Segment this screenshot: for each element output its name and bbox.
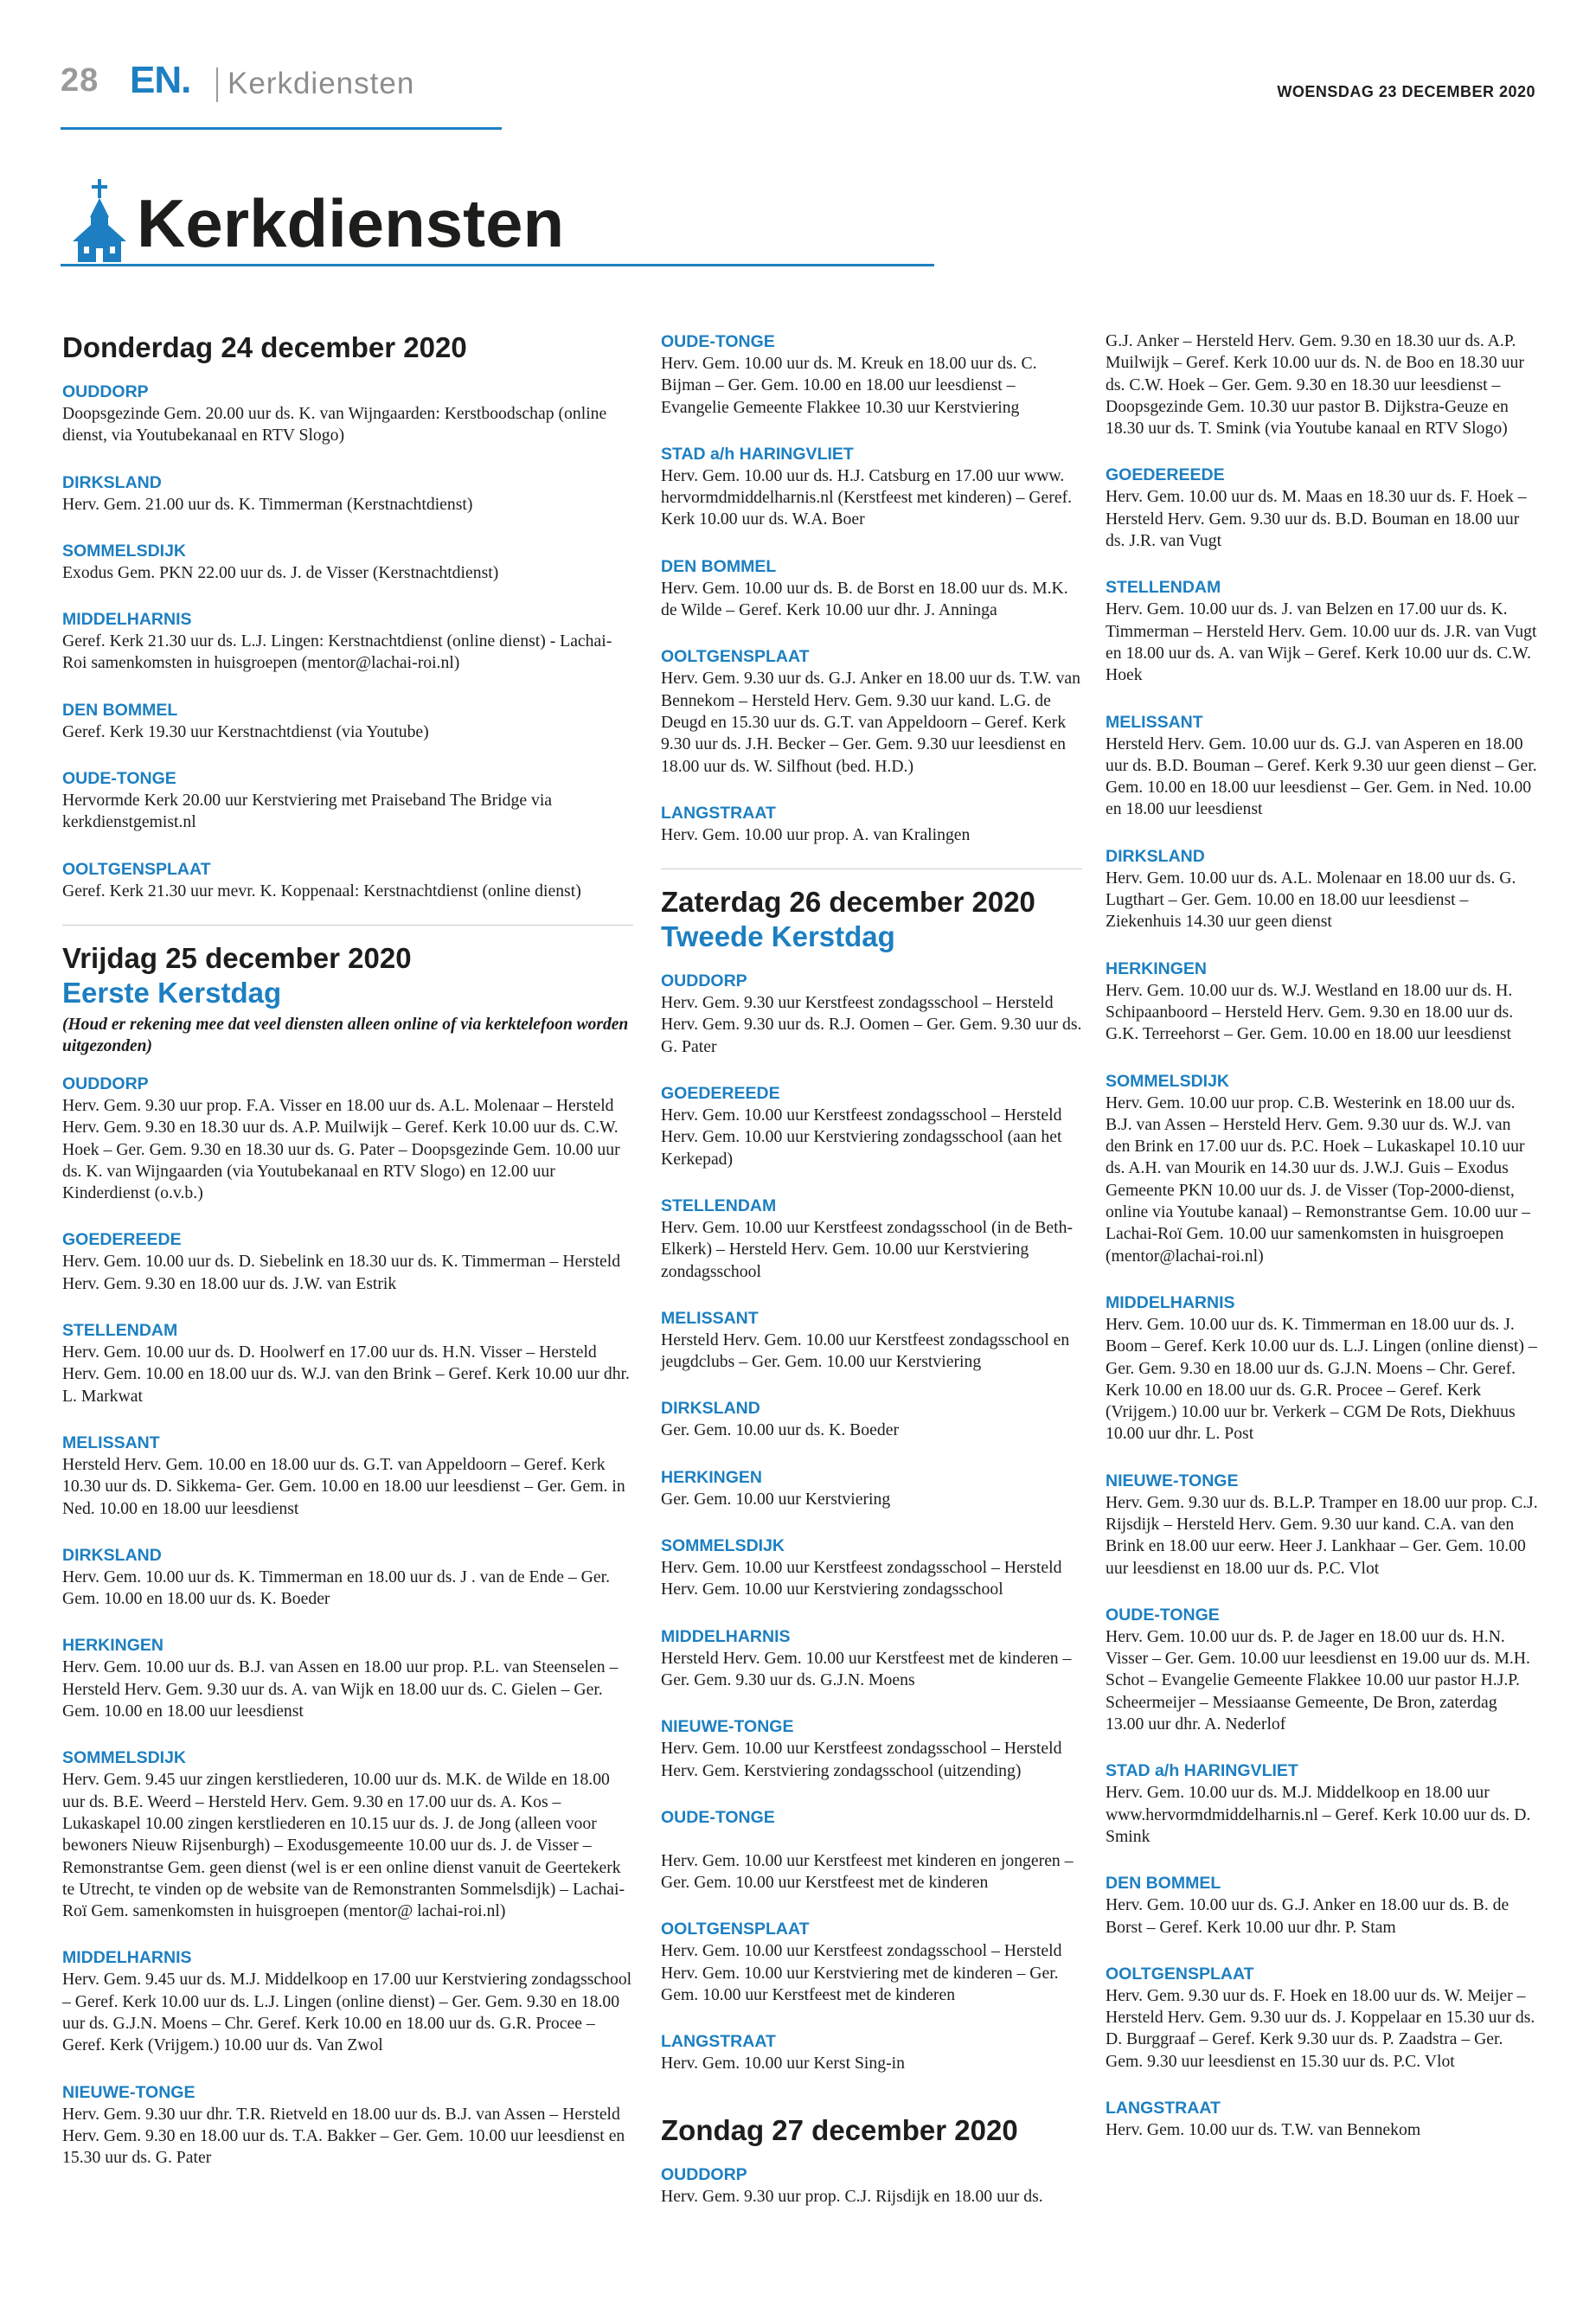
day-heading: Donderdag 24 december 2020 bbox=[62, 331, 467, 363]
day-note: (Houd er rekening mee dat veel diensten alleen online of via kerktelefoon worden uitgezonden) bbox=[62, 1015, 629, 1055]
service-entry bbox=[661, 1918, 1082, 2006]
service-text: Herv. Gem. 21.00 uur ds. K. Timmerman (Kerstnachtdienst) bbox=[62, 494, 473, 514]
place-name: MIDDELHARNIS bbox=[62, 610, 192, 630]
service-text: Herv. Gem. 10.00 uur ds. D. Siebelink en 18.30 uur ds. K. Timmerman – Hersteld Herv. Gem. 9.30 en 18.00 uur ds. J.W. van Estrik bbox=[62, 1252, 621, 1293]
page-number: 28 bbox=[61, 62, 99, 99]
service-entry bbox=[661, 802, 1082, 846]
place-name: OOLTGENSPLAAT bbox=[62, 859, 211, 879]
service-entry bbox=[1106, 1604, 1538, 1735]
day-subheading: Tweede Kerstdag bbox=[661, 920, 895, 953]
section-divider bbox=[661, 868, 1082, 869]
service-text: Herv. Gem. 10.00 uur ds. P. de Jager en 18.00 uur ds. H.N. Visser – Ger. Gem. 10.00 uur leesdienst en 19.00 uur ds. M.H. Schot – Evangelie Gemeente Flakkee 10.00 uur pastor H.J.P. Scheermeijer – Messiaanse Gemeente, De Bron, zaterdag 13.00 uur dhr. A. Nederlof bbox=[1106, 1626, 1530, 1734]
service-text: Herv. Gem. 10.00 uur ds. G.J. Anker en 18.00 uur ds. B. de Borst – Geref. Kerk 10.00 uur dhr. P. Stam bbox=[1106, 1895, 1509, 1937]
day-heading-block bbox=[62, 330, 633, 365]
service-entry bbox=[62, 1228, 633, 1295]
section-divider bbox=[62, 925, 633, 926]
service-entry bbox=[62, 699, 633, 743]
service-text: Hersteld Herv. Gem. 10.00 uur Kerstfeest zondagsschool en jeugdclubs – Ger. Gem. 10.00 uur Kerstviering bbox=[661, 1330, 1070, 1372]
place-name: NIEUWE-TONGE bbox=[1106, 1471, 1239, 1490]
day-heading-block bbox=[661, 2113, 1082, 2148]
service-entry bbox=[1106, 1470, 1538, 1580]
service-entry bbox=[661, 555, 1082, 622]
place-name: STELLENDAM bbox=[1106, 578, 1221, 598]
day-heading: Vrijdag 25 december 2020 bbox=[62, 941, 412, 974]
place-name: STELLENDAM bbox=[62, 1321, 178, 1341]
service-entry bbox=[62, 2081, 633, 2170]
service-text: Herv. Gem. 9.45 uur ds. M.J. Middelkoop en 17.00 uur Kerstviering zondagsschool – Geref. Kerk 10.00 uur ds. L.J. Lingen (online dienst) – Ger. Gem. 9.30 en 18.00 uur ds. G.J.N. Moens – Chr. Geref. Kerk 10.00 en 18.00 uur ds. G.R. Procee – Geref. Kerk (Vrijgem.) 10.00 uur ds. Van Zwol bbox=[62, 1970, 632, 2055]
service-text: Herv. Gem. 10.00 uur ds. B. de Borst en 18.00 uur ds. M.K. de Wilde – Geref. Kerk 10.00 uur dhr. J. Anninga bbox=[661, 578, 1068, 620]
place-name: MELISSANT bbox=[62, 1433, 160, 1452]
place-name: OUDDORP bbox=[661, 2164, 747, 2184]
page-header bbox=[0, 0, 1596, 138]
place-name: DEN BOMMEL bbox=[661, 556, 777, 576]
place-name: OOLTGENSPLAAT bbox=[661, 1920, 810, 1939]
page-title-block bbox=[61, 177, 934, 266]
place-name: DIRKSLAND bbox=[62, 1545, 162, 1565]
service-entry bbox=[62, 381, 633, 447]
service-text: Herv. Gem. 10.00 uur ds. T.W. van Bennekom bbox=[1106, 2120, 1421, 2140]
place-name: DEN BOMMEL bbox=[1106, 1874, 1221, 1894]
place-name: OUDDORP bbox=[661, 971, 747, 991]
service-text: Herv. Gem. 10.00 uur Kerstfeest met kinderen en jongeren – Ger. Gem. 10.00 uur Kerstfeest met de kinderen bbox=[661, 1850, 1074, 1893]
place-name: OOLTGENSPLAAT bbox=[1106, 1964, 1254, 1984]
service-text: Herv. Gem. 10.00 uur ds. M.J. Middelkoop en 18.00 uur www.hervormdmiddelharnis.nl – Geref. Kerk 10.00 uur ds. D. Smink bbox=[1106, 1783, 1531, 1846]
service-entry bbox=[661, 1806, 1082, 1894]
service-text: Herv. Gem. 9.30 uur ds. G.J. Anker en 18.00 uur ds. T.W. van Bennekom – Hersteld Herv. Gem. 9.30 uur kand. L.G. de Deugd en 15.30 uur ds. G.T. van Appeldoorn – Geref. Kerk 9.30 uur ds. J.H. Becker – Ger. Gem. 9.30 uur leesdienst en 18.00 uur ds. W. Silfhout (bed. H.D.) bbox=[661, 669, 1081, 776]
place-name: OUDE-TONGE bbox=[661, 332, 775, 351]
service-text: Herv. Gem. 10.00 uur ds. K. Timmerman en 18.00 uur ds. J. Boom – Geref. Kerk 10.00 uur ds. L.J. Lingen (online dienst) – Ger. Gem. 9.30 en 18.00 uur ds. G.J.N. Moens – Chr. Geref. Kerk 10.00 en 18.00 uur ds. G.R. Procee – Geref. Kerk (Vrijgem.) 10.00 uur br. Verkerk – CGM De Rots, Diekhuus 10.00 uur dhr. L. Post bbox=[1106, 1314, 1537, 1444]
place-name: SOMMELSDIJK bbox=[661, 1536, 785, 1556]
place-name: LANGSTRAAT bbox=[661, 803, 776, 823]
day-heading: Zaterdag 26 december 2020 bbox=[661, 886, 1035, 919]
place-name: MIDDELHARNIS bbox=[1106, 1292, 1235, 1312]
place-name: STELLENDAM bbox=[661, 1195, 777, 1215]
service-text: Herv. Gem. 10.00 uur ds. K. Timmerman en 18.00 uur ds. J . van de Ende – Ger. Gem. 10.00 en 18.00 uur ds. K. Boeder bbox=[62, 1567, 611, 1609]
service-entry bbox=[62, 1073, 633, 1204]
place-name: GOEDEREEDE bbox=[62, 1230, 182, 1250]
service-text: Herv. Gem. 10.00 uur Kerst Sing-in bbox=[661, 2054, 905, 2073]
service-entry bbox=[661, 1195, 1082, 1283]
issue-date: WOENSDAG 23 DECEMBER 2020 bbox=[1277, 83, 1535, 100]
place-name: STAD a/h HARINGVLIET bbox=[661, 444, 854, 464]
service-text: Herv. Gem. 10.00 uur ds. A.L. Molenaar en 18.00 uur ds. G. Lugthart – Ger. Gem. 10.00 en 18.00 uur leesdienst – Ziekenhuis 14.30 uur geen dienst bbox=[1106, 868, 1516, 932]
service-text: Herv. Gem. 10.00 uur Kerstfeest zondagsschool – Hersteld Herv. Gem. Kerstviering zondagsschool (uitzending) bbox=[661, 1739, 1062, 1780]
service-entry bbox=[62, 1544, 633, 1611]
service-text: Herv. Gem. 9.30 uur dhr. T.R. Rietveld en 18.00 uur ds. B.J. van Assen – Hersteld Herv. Gem. 9.30 en 18.00 uur ds. T.A. Bakker – Ger. Gem. 10.00 uur leesdienst en 15.30 uur ds. G. Pater bbox=[62, 2104, 625, 2168]
service-entry bbox=[62, 1747, 633, 1922]
service-text: Herv. Gem. 10.00 uur ds. B.J. van Assen en 18.00 uur prop. P.L. van Steenselen – Hersteld Herv. Gem. 9.30 uur ds. A. van Wijk en 18.00 uur ds. C. Gielen – Ger. Gem. 10.00 en 18.00 uur leesdienst bbox=[62, 1657, 619, 1721]
column-1 bbox=[62, 330, 633, 2169]
service-entry bbox=[661, 2030, 1082, 2074]
place-name: GOEDEREEDE bbox=[661, 1084, 780, 1104]
service-text: Herv. Gem. 9.30 uur ds. F. Hoek en 18.00 uur ds. W. Meijer – Hersteld Herv. Gem. 9.30 uur ds. J. Koppelaar en 15.30 uur ds. D. Burggraaf – Geref. Kerk 9.30 uur ds. P. Zaadstra – Ger. Gem. 9.30 uur leesdienst en 15.30 uur ds. P.C. Vlot bbox=[1106, 1985, 1535, 2071]
service-text: Herv. Gem. 9.45 uur zingen kerstliederen, 10.00 uur ds. M.K. de Wilde en 18.00 uur ds. B.E. Weerd – Hersteld Herv. Gem. 9.30 en 17.00 uur ds. A. Kos – Lukaskapel 10.00 zingen kerstliederen en 10.15 uur ds. J. de Jong (alleen voor bewoners Nieuw Rijsenburgh) – Exodusgemeente 10.00 uur ds. J. de Visser – Remonstrantse Gem. geen dienst (wel is er een online dienst vanuit de Geertekerk te Utrecht, te vinden op de website van de Remonstranten Sommelsdijk) – Lachai-Roï Gem. samenkomsten in huisgroepen (mentor@ lachai-roi.nl) bbox=[62, 1770, 625, 1921]
service-entry bbox=[62, 540, 633, 584]
service-entry bbox=[1106, 1292, 1538, 1445]
place-name: LANGSTRAAT bbox=[1106, 2099, 1221, 2118]
service-entry bbox=[1106, 2097, 1538, 2141]
service-text: Geref. Kerk 21.30 uur ds. L.J. Lingen: Kerstnachtdienst (online dienst) - Lachai-Roi samenkomsten in huisgroepen (mentor@lachai-roi.nl) bbox=[62, 631, 612, 673]
service-text: Herv. Gem. 10.00 uur Kerstfeest zondagsschool – Hersteld Herv. Gem. 10.00 uur Kerstviering met de kinderen – Ger. Gem. 10.00 uur Kerstfeest met de kinderen bbox=[661, 1941, 1062, 2004]
service-entry bbox=[1106, 711, 1538, 821]
church-icon bbox=[73, 177, 126, 264]
service-entry bbox=[62, 858, 633, 902]
service-entry bbox=[661, 1397, 1082, 1441]
service-entry bbox=[62, 608, 633, 675]
service-entry bbox=[661, 1715, 1082, 1782]
service-text: Herv. Gem. 10.00 uur ds. M. Kreuk en 18.00 uur ds. C. Bijman – Ger. Gem. 10.00 en 18.00 uur leesdienst – Evangelie Gemeente Flakkee 10.30 uur Kerstviering bbox=[661, 354, 1037, 417]
place-name: OUDDORP bbox=[62, 382, 149, 401]
place-name: GOEDEREEDE bbox=[1106, 465, 1225, 485]
place-name: STAD a/h HARINGVLIET bbox=[1106, 1761, 1298, 1781]
section-name: Kerkdiensten bbox=[228, 67, 415, 100]
service-entry bbox=[62, 1634, 633, 1722]
service-text: Exodus Gem. PKN 22.00 uur ds. J. de Visser (Kerstnachtdienst) bbox=[62, 562, 499, 582]
service-text: Geref. Kerk 21.30 uur mevr. K. Koppenaal: Kerstnachtdienst (online dienst) bbox=[62, 881, 581, 901]
service-entry bbox=[62, 1432, 633, 1520]
place-name: NIEUWE-TONGE bbox=[62, 2082, 195, 2102]
service-text: Ger. Gem. 10.00 uur ds. K. Boeder bbox=[661, 1420, 900, 1440]
service-entry bbox=[1106, 1963, 1538, 2073]
place-name: SOMMELSDIJK bbox=[62, 541, 187, 561]
service-entry bbox=[1106, 1070, 1538, 1267]
service-entry bbox=[62, 471, 633, 516]
service-text: Herv. Gem. 10.00 uur prop. A. van Kralingen bbox=[661, 824, 971, 844]
newspaper-logo: EN. bbox=[130, 59, 191, 101]
header-separator bbox=[216, 67, 218, 102]
continued-text: G.J. Anker – Hersteld Herv. Gem. 9.30 en 18.30 uur ds. A.P. Muilwijk – Geref. Kerk 10.00 uur ds. N. de Boo en 18.30 uur ds. C.W. Hoek – Ger. Gem. 9.30 en 18.30 uur leesdienst – Doopsgezinde Gem. 10.30 uur pastor B. Dijkstra-Geuze en 18.30 uur ds. T. Smink (via Youtube kanaal en RTV Slogo) bbox=[1106, 331, 1524, 439]
service-text: Herv. Gem. 10.00 uur prop. C.B. Westerink en 18.00 uur ds. B.J. van Assen – Hersteld Herv. Gem. 9.30 uur ds. W.J. van den Brink en 17.00 uur ds. P.C. Hoek – Lukaskapel 10.10 uur ds. A.H. van Mourik en 14.30 uur ds. J.W.J. Guis – Exodus Gemeente PKN 10.00 uur ds. J. de Visser (Top-2000-dienst, online via Youtube kanaal) – Remonstrantse Gem. 10.00 uur – Lachai-Roï Gem. 10.00 uur samenkomsten in huisgroepen (mentor@lachai-roi.nl) bbox=[1106, 1093, 1531, 1266]
service-text: Hersteld Herv. Gem. 10.00 uur Kerstfeest met de kinderen – Ger. Gem. 9.30 uur ds. G.J.N. Moens bbox=[661, 1648, 1072, 1689]
place-name: MIDDELHARNIS bbox=[661, 1626, 791, 1646]
place-name: DEN BOMMEL bbox=[62, 700, 178, 720]
place-name: SOMMELSDIJK bbox=[62, 1748, 187, 1768]
service-entry bbox=[661, 970, 1082, 1058]
service-entry bbox=[1106, 845, 1538, 933]
service-text: Herv. Gem. 10.00 uur Kerstfeest zondagsschool (in de Beth-Elkerk) – Hersteld Herv. Gem. 10.00 uur Kerstviering zondagsschool bbox=[661, 1217, 1074, 1281]
service-entry bbox=[661, 645, 1082, 777]
service-text: Hervormde Kerk 20.00 uur Kerstviering met Praiseband The Bridge via kerkdienstgemist.nl bbox=[62, 791, 553, 832]
place-name: HERKINGEN bbox=[661, 1467, 763, 1487]
header-rule bbox=[61, 127, 502, 130]
service-entry bbox=[661, 1082, 1082, 1170]
service-text: Herv. Gem. 9.30 uur prop. C.J. Rijsdijk en 18.00 uur ds. bbox=[661, 2186, 1043, 2206]
place-name: NIEUWE-TONGE bbox=[661, 1717, 794, 1737]
service-text: Geref. Kerk 19.30 uur Kerstnachtdienst (via Youtube) bbox=[62, 721, 429, 741]
service-text: Herv. Gem. 10.00 uur Kerstfeest zondagsschool – Hersteld Herv. Gem. 10.00 uur Kerstviering zondagsschool (aan het Kerkepad) bbox=[661, 1106, 1062, 1169]
service-entry bbox=[62, 767, 633, 834]
column-2 bbox=[661, 330, 1082, 2208]
place-name: MELISSANT bbox=[1106, 712, 1203, 732]
service-text: Herv. Gem. 10.00 uur ds. M. Maas en 18.30 uur ds. F. Hoek – Hersteld Herv. Gem. 9.30 uur ds. B.D. Bouman en 18.00 uur ds. J.R. van Vugt bbox=[1106, 487, 1527, 551]
service-text: Hersteld Herv. Gem. 10.00 uur ds. G.J. van Asperen en 18.00 uur ds. B.D. Bouman – Geref. Kerk 9.30 uur geen dienst – Ger. Gem. 10.00 en 18.00 uur leesdienst – Ger. Gem. in Ned. 10.00 en 18.00 uur leesdienst bbox=[1106, 734, 1537, 819]
service-entry bbox=[661, 1307, 1082, 1374]
column-3 bbox=[1106, 330, 1538, 2141]
service-entry bbox=[661, 2163, 1082, 2208]
place-name: OOLTGENSPLAAT bbox=[661, 647, 810, 667]
day-subheading: Eerste Kerstdag bbox=[62, 976, 282, 1009]
service-entry bbox=[661, 443, 1082, 531]
place-name: MIDDELHARNIS bbox=[62, 1948, 192, 1968]
page-title: Kerkdiensten bbox=[137, 185, 565, 261]
service-entry bbox=[1106, 1872, 1538, 1939]
service-entry bbox=[1106, 958, 1538, 1046]
service-text: Herv. Gem. 9.30 uur ds. B.L.P. Tramper en 18.00 uur prop. C.J. Rijsdijk – Hersteld Herv. Gem. 9.30 uur kand. C.A. van den Brink en 18.00 uur eerw. Heer J. Lankhaar – Ger. Gem. 10.00 uur leesdienst en 18.00 uur ds. P.C. Vlot bbox=[1106, 1492, 1538, 1578]
service-text: Herv. Gem. 10.00 uur ds. D. Hoolwerf en 17.00 uur ds. H.N. Visser – Hersteld Herv. Gem. 10.00 en 18.00 uur ds. W.J. van den Brink – Geref. Kerk 10.00 uur dhr. L. Markwat bbox=[62, 1343, 630, 1406]
place-name: HERKINGEN bbox=[62, 1636, 164, 1656]
place-name: OUDE-TONGE bbox=[1106, 1605, 1220, 1625]
title-rule bbox=[61, 264, 934, 266]
service-text: Herv. Gem. 9.30 uur Kerstfeest zondagsschool – Hersteld Herv. Gem. 9.30 uur ds. R.J. Oomen – Ger. Gem. 9.30 uur ds. G. Pater bbox=[661, 993, 1082, 1056]
place-name: SOMMELSDIJK bbox=[1106, 1071, 1230, 1091]
service-entry bbox=[661, 1625, 1082, 1692]
service-text: Herv. Gem. 10.00 uur ds. J. van Belzen en 17.00 uur ds. K. Timmerman – Hersteld Herv. Gem. 10.00 uur ds. J.R. van Vugt en 18.00 uur ds. A. van Wijk – Geref. Kerk 10.00 uur ds. C.W. Hoek bbox=[1106, 599, 1537, 685]
service-entry bbox=[62, 1946, 633, 2056]
service-text: Herv. Gem. 10.00 uur ds. H.J. Catsburg en 17.00 uur www. hervormdmiddelharnis.nl (Kerstfeest met kinderen) – Geref. Kerk 10.00 uur ds. W.A. Boer bbox=[661, 465, 1073, 529]
service-text: Herv. Gem. 9.30 uur prop. F.A. Visser en 18.00 uur ds. A.L. Molenaar – Hersteld Herv. Gem. 9.30 en 18.30 uur ds. A.P. Muilwijk – Geref. Kerk 10.00 uur ds. C.W. Hoek – Ger. Gem. 9.30 en 18.30 uur ds. G. Pater – Doopsgezinde Gem. 10.00 uur ds. K. van Wijngaarden (via Youtubekanaal en RTV Slogo) en 12.00 uur Kinderdienst (o.v.b.) bbox=[62, 1095, 620, 1203]
day-heading: Zondag 27 december 2020 bbox=[661, 2113, 1018, 2146]
service-text: Herv. Gem. 10.00 uur Kerstfeest zondagsschool – Hersteld Herv. Gem. 10.00 uur Kerstviering zondagsschool bbox=[661, 1558, 1062, 1599]
place-name: OUDE-TONGE bbox=[661, 1807, 775, 1827]
day-heading-block bbox=[62, 941, 633, 1057]
service-entry bbox=[1106, 576, 1538, 686]
service-entry bbox=[62, 1319, 633, 1407]
place-name: OUDDORP bbox=[62, 1074, 149, 1093]
service-entry bbox=[661, 1466, 1082, 1510]
service-entry bbox=[661, 330, 1082, 419]
place-name: DIRKSLAND bbox=[1106, 846, 1205, 866]
service-text: Ger. Gem. 10.00 uur Kerstviering bbox=[661, 1489, 891, 1509]
service-text: Hersteld Herv. Gem. 10.00 en 18.00 uur ds. G.T. van Appeldoorn – Geref. Kerk 10.30 uur ds. D. Sikkema- Ger. Gem. 10.00 en 18.00 uur leesdienst – Ger. Gem. in Ned. 10.00 en 18.00 uur leesdienst bbox=[62, 1454, 625, 1518]
place-name: DIRKSLAND bbox=[62, 472, 162, 492]
service-text: Herv. Gem. 10.00 uur ds. W.J. Westland en 18.00 uur ds. H. Schipaanboord – Hersteld Herv. Gem. 9.30 en 18.00 uur ds. G.K. Terreehorst – Ger. Gem. 10.00 en 18.00 uur leesdienst bbox=[1106, 980, 1514, 1044]
service-entry bbox=[661, 1535, 1082, 1601]
service-entry bbox=[1106, 1759, 1538, 1848]
place-name: HERKINGEN bbox=[1106, 958, 1208, 978]
place-name: MELISSANT bbox=[661, 1308, 759, 1328]
place-name: OUDE-TONGE bbox=[62, 769, 176, 789]
place-name: LANGSTRAAT bbox=[661, 2032, 776, 2052]
service-text: Doopsgezinde Gem. 20.00 uur ds. K. van Wijngaarden: Kerstboodschap (online dienst, via Youtubekanaal en RTV Slogo) bbox=[62, 404, 607, 445]
service-entry bbox=[1106, 464, 1538, 552]
day-heading-block bbox=[661, 885, 1082, 954]
spacer bbox=[661, 2075, 1082, 2113]
place-name: DIRKSLAND bbox=[661, 1399, 760, 1419]
